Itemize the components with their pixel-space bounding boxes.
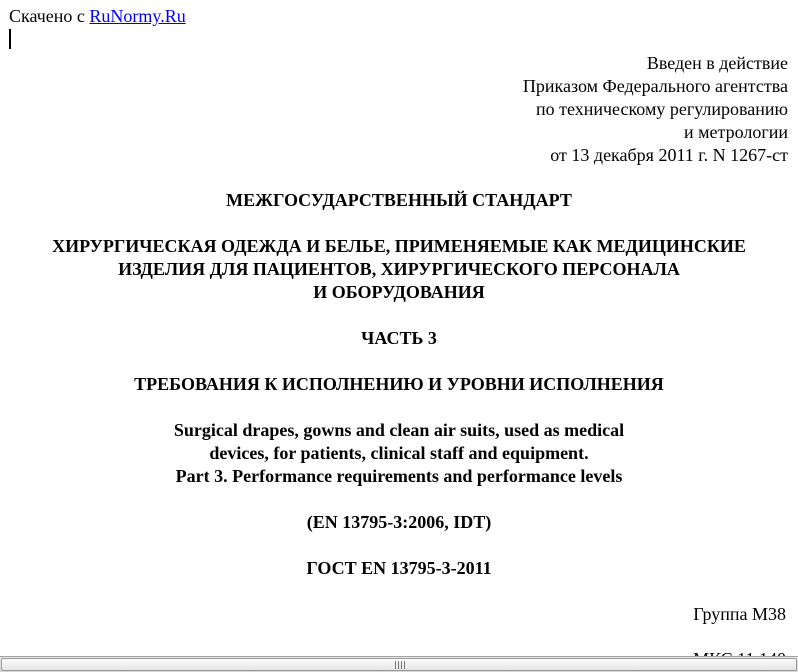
title-ru bbox=[0, 235, 798, 304]
enactment-line: Приказом Федерального агентства bbox=[522, 76, 788, 96]
source-link[interactable]: RuNormy.Ru bbox=[89, 6, 186, 26]
title-en bbox=[0, 419, 798, 488]
enactment-line: и метрологии bbox=[684, 122, 788, 142]
standard-heading: МЕЖГОСУДАРСТВЕННЫЙ СТАНДАРТ bbox=[226, 190, 572, 210]
horizontal-scrollbar[interactable] bbox=[0, 656, 798, 672]
source-prefix: Скачено с bbox=[9, 6, 90, 26]
grip-icon bbox=[395, 661, 405, 669]
part-number: ЧАСТЬ 3 bbox=[361, 328, 437, 348]
group-code: Группа М38 bbox=[693, 604, 786, 624]
en-reference: (EN 13795-3:2006, IDT) bbox=[306, 512, 492, 532]
subtitle-ru: ТРЕБОВАНИЯ К ИСПОЛНЕНИЮ И УРОВНИ ИСПОЛНЕНИЯ bbox=[134, 374, 664, 394]
scrollbar-thumb[interactable] bbox=[1, 658, 797, 671]
title-ru-line: И ОБОРУДОВАНИЯ bbox=[313, 282, 485, 302]
enactment-block bbox=[523, 52, 788, 167]
enactment-line: от 13 декабря 2011 г. N 1267-ст bbox=[550, 145, 788, 165]
source-line bbox=[9, 5, 186, 28]
title-en-line: Surgical drapes, gowns and clean air suits, used as medical bbox=[173, 420, 625, 440]
enactment-line: по техническому регулированию bbox=[535, 99, 788, 119]
title-ru-line: ХИРУРГИЧЕСКАЯ ОДЕЖДА И БЕЛЬЕ, ПРИМЕНЯЕМЫЕ КАК МЕДИЦИНСКИЕ bbox=[52, 236, 746, 256]
title-en-line: Part 3. Performance requirements and performance levels bbox=[175, 466, 623, 486]
title-ru-line: ИЗДЕЛИЯ ДЛЯ ПАЦИЕНТОВ, ХИРУРГИЧЕСКОГО ПЕРСОНАЛА bbox=[118, 259, 680, 279]
enactment-line: Введен в действие bbox=[646, 53, 788, 73]
gost-designation: ГОСТ EN 13795-3-2011 bbox=[306, 558, 492, 578]
title-en-line: devices, for patients, clinical staff and equipment. bbox=[209, 443, 589, 463]
text-cursor bbox=[9, 29, 11, 49]
